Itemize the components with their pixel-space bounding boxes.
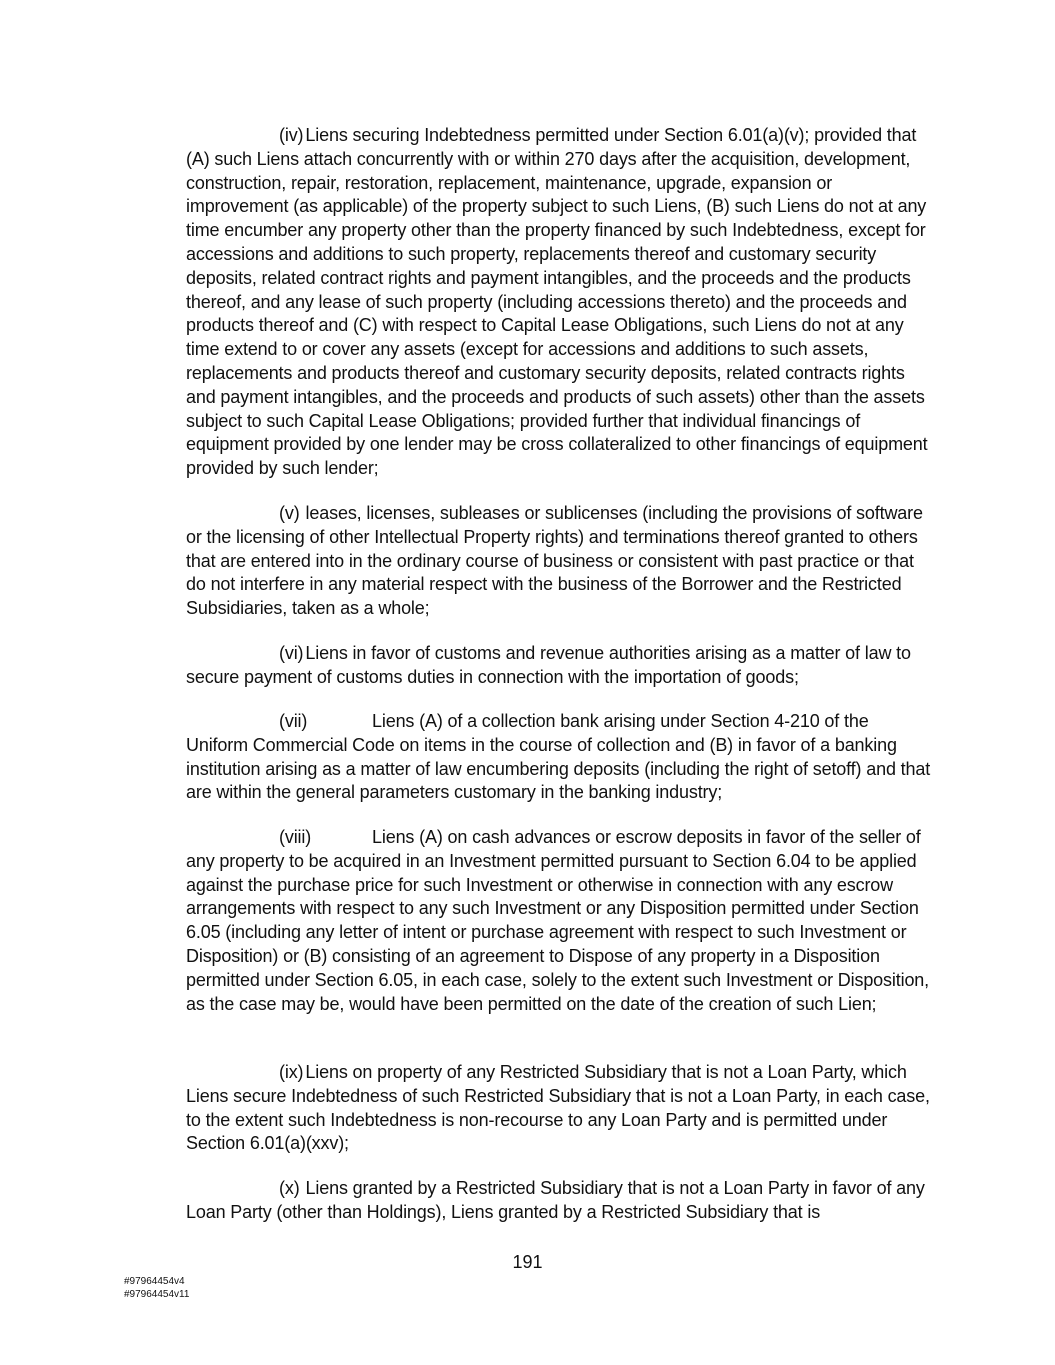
clause-number: (x) xyxy=(279,1178,300,1198)
clause-number: (ix) xyxy=(279,1062,304,1082)
clause-number: (vi) xyxy=(279,643,304,663)
clause-text: Liens granted by a Restricted Subsidiary that is not a Loan Party in favor of any Loan Party (other than Holdings), Liens granted by a Restricted Subsidiary that is xyxy=(186,1178,925,1222)
clause-number: (viii) xyxy=(279,827,312,847)
clause-text: Liens in favor of customs and revenue authorities arising as a matter of law to secure payment of customs duties in connection with the importation of goods; xyxy=(186,643,911,687)
clause-text: leases, licenses, subleases or sublicenses (including the provisions of software or the licensing of other Intellectual Property rights) and terminations thereof granted to others that are entered into in the ordinary course of business or consistent with past practice or that do not interfere in any material respect with the business of the Borrower and the Restricted Subsidiaries, taken as a whole; xyxy=(186,503,923,619)
clause-text: Liens (A) of a collection bank arising under Section 4-210 of the Uniform Commercial Code on items in the course of collection and (B) in favor of a banking institution arising as a matter of law encumbering deposits (including the right of setoff) and that are within the general parameters customary in the banking industry; xyxy=(186,711,931,803)
clause-text: Liens securing Indebtedness permitted under Section 6.01(a)(v); provided that (A) such Liens attach concurrently with or within 270 days after the acquisition, development, construction, repair, restoration, replacement, maintenance, upgrade, expansion or improvement (as applicable) of the property subject to such Liens, (B) such Liens do not at any time encumber any property other than the property financed by such Indebtedness, except for accessions and additions to such property, replacements thereof and customary security deposits, related contract rights and payment intangibles, and the proceeds and the products thereof, and any lease of such property (including accessions thereto) and the proceeds and products thereof and (C) with respect to Capital Lease Obligations, such Liens do not at any time extend to or cover any assets (except for accessions and additions to such assets, replacements and products thereof and customary security deposits, related contracts rights and payment intangibles, and the proceeds and products of such assets) other than the assets subject to such Capital Lease Obligations; provided further that individual financings of equipment provided by one lender may be cross collateralized to other financings of equipment provided by such lender; xyxy=(186,125,928,479)
page-number: 191 xyxy=(512,1252,543,1272)
clause-number: (vii) xyxy=(279,711,308,731)
clause-viii xyxy=(186,826,932,1016)
clause-vii xyxy=(186,710,932,805)
clause-x xyxy=(186,1177,932,1225)
clause-text: Liens (A) on cash advances or escrow deposits in favor of the seller of any property to be acquired in an Investment permitted pursuant to Section 6.04 to be applied against the purchase price for such Investment or otherwise in connection with any escrow arrangements with respect to any such Investment or any Disposition permitted under Section 6.05 (including any letter of intent or purchase agreement with respect to such Investment or Disposition) or (B) consisting of an agreement to Dispose of any property in a Disposition permitted under Section 6.05, in each case, solely to the extent such Investment or Disposition, as the case may be, would have been permitted on the date of the creation of such Lien; xyxy=(186,827,930,1014)
document-id: #97964454v4 xyxy=(124,1276,185,1287)
clause-ix xyxy=(186,1061,932,1156)
clause-iv xyxy=(186,124,932,481)
clause-v xyxy=(186,502,932,621)
clause-number: (iv) xyxy=(279,125,304,145)
clause-number: (v) xyxy=(279,503,300,523)
clause-text: Liens on property of any Restricted Subsidiary that is not a Loan Party, which Liens secure Indebtedness of such Restricted Subsidiary that is not a Loan Party, in each case, to the extent such Indebtedness is non-recourse to any Loan Party and is permitted under Section 6.01(a)(xxv); xyxy=(186,1062,930,1154)
document-id: #97964454v11 xyxy=(124,1289,190,1300)
clause-vi xyxy=(186,642,932,690)
